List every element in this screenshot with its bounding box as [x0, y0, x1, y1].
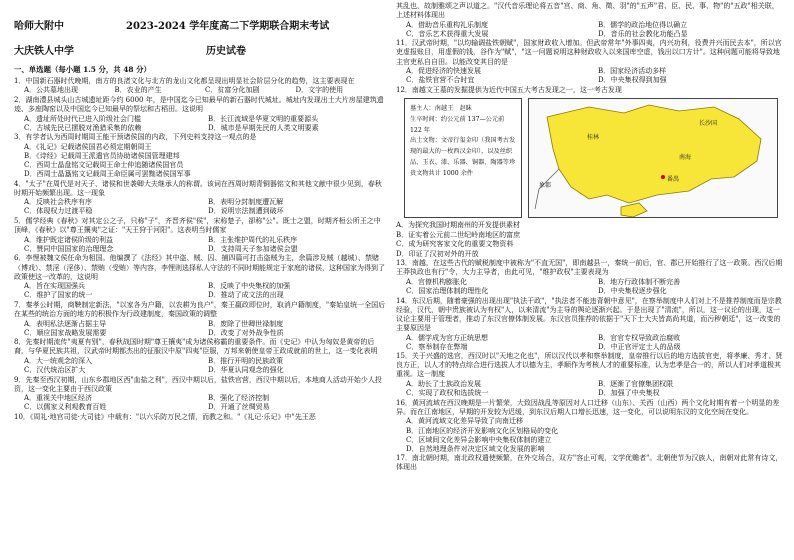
- answer-option: A．公共墓地出现: [24, 86, 79, 95]
- answer-options: [396, 334, 784, 352]
- answer-option: D．支持周天子参加诸侯会盟: [208, 244, 298, 253]
- answer-option: D．说明宗法制遭到破坏: [208, 207, 284, 216]
- section-heading: 一、单选题（每小题 1.5 分，共 48 分）: [14, 65, 151, 74]
- question-text: 14．东汉后期，随着豪强的出现出现"执法干政"，"执法者不能违背朝中意见"，在察举制度中人们对上不是推荐制度而是宗教经验，汉代，朝中贵族被认为有权"人，以来清流"为主导的舆论逐渐兴起。于是出现了"清流"，所以，这一议论的出现，这一议论主要用于管理者，推动了东汉官僚体制发展。东汉官员推荐的依据于"天下士大夫皆高尚其道，而污秽朝廷"，这一改变的主要原因是: [396, 296, 782, 332]
- answer-options: [396, 417, 784, 453]
- answer-option: C．西周士晶盘铭文记载周王命士仲追随诸侯国官员: [24, 160, 184, 169]
- answer-option: A．官僚机构膨胀化: [406, 278, 468, 286]
- answer-options: [14, 320, 386, 338]
- exam-header: [14, 22, 386, 57]
- answer-options: [396, 21, 784, 39]
- answer-option: D．华夏认同观念的强化: [208, 366, 284, 375]
- answer-option: A．遗址所处时代已进入阶级社会门槛: [24, 114, 142, 123]
- question-text: 其乱也，故制雅颂之声以道之。"汉代音乐理论将五音"宫、商、角、徵、羽"的"五声"君、臣、民、事、物"的"五政"相关联，上述材料体现出: [396, 2, 779, 20]
- question-text: 12．南越文王墓的发掘提供为近代中国五大考古发现之一，这一考古发现: [396, 85, 622, 94]
- answer-options: [14, 236, 386, 254]
- question-text: C．成为研究客家文化的重要文物资料: [396, 240, 514, 249]
- answer-option: D．开通了丝绸贸易: [208, 403, 270, 412]
- question-text: 9．先秦至西汉初期，山东乡郡地区西"血盐之利"，西汉中期以后，盐铁官营，西汉中期以后，本地商人活动开始少人投资，这一变化主要由于西汉政策: [14, 375, 382, 393]
- answer-option: B．江南地区的经济开发影响文化区划格局的变化: [406, 426, 559, 435]
- map-label: 南海: [679, 153, 692, 161]
- question-text: 5．儒学经典《春秋》对其定公之子，只称"子"，齐晋齐侯"侯"，宋称楚子，卻称"公"。既士之盟，时期齐桓公所王之中顶峰，《春秋》以"尊王攘夷"之证："天王狩于河阳"。这表明当时儒家: [14, 217, 381, 235]
- answer-option: B．地方行政体制不断完善: [598, 278, 681, 286]
- coast-line: [535, 169, 559, 209]
- school-name-1: 哈师大附中: [14, 21, 64, 32]
- map-label: 桂林: [587, 133, 600, 141]
- caption-line: 出土文物：文帝行玺金印（我国考古发现的最大的一枚西汉金印），以及丝织品、玉衣、漆、乐器、铜器、陶器等珍贵文物共计 1000 余件: [410, 137, 516, 177]
- answer-option: C．贫富分化加剧: [205, 86, 260, 95]
- school-name-2: 大庆铁人中学: [14, 46, 74, 57]
- answer-options: [396, 278, 784, 296]
- answer-option: C．区域间文化差异会影响中央集权体制的建立: [406, 435, 552, 444]
- question-text: D．印证了汉初对外的开放: [396, 249, 479, 258]
- question-text: 6．李悝被魏文侯任命为相国。他编撰了《法经》其中盗、贼、囚、捕四篇可打击盗贼为主，余篇涉及贼（越城）、禁赌（博戏）、禁淫（淫侈）、禁贿（受贿）等内容，李悝则选择私人守法的不同时期能规定于家庭的诸侯，这种国家为得到了政策使这一改革的，这说明: [14, 254, 385, 281]
- answer-option: C．汉代统治区扩大: [24, 366, 86, 375]
- answer-option: B．长江流域是华夏文明的重要源头: [208, 114, 319, 123]
- question-text: 1．中国新石器时代晚期，南方的良渚文化与北方的龙山文化都呈现出明显社会阶层分化的趋势，这主要表现在: [14, 76, 355, 85]
- answer-option: A．大一统观念的深入: [24, 356, 93, 365]
- answer-option: C．实现了政权和选拔统一: [406, 389, 489, 398]
- capital-marker: [661, 175, 665, 179]
- nanyue-map: [528, 98, 778, 218]
- tomb-caption: [404, 98, 522, 218]
- answer-options: [14, 86, 386, 95]
- answer-option: B．儒学的政治地位得以确立: [598, 20, 688, 29]
- answer-option: C．察举制存在弊端: [406, 342, 468, 351]
- question-text: 7．秦孝公时期，商鞅制定新法，"以家各为户籍，以农耕为良户"，秦王嬴政即位时，取消户籍制度，"秦始皇统一全国后在某些的统治方面的地方的积极作为行政建制度，秦国政策的调整: [14, 300, 386, 318]
- hainan-island: [621, 203, 647, 217]
- answer-option: C．顺应国家战略发展需要: [24, 328, 107, 337]
- answer-option: A．维护既定诸侯阶级的利益: [24, 235, 114, 244]
- answer-option: D．城市是早期先民的人类文明要素: [208, 123, 319, 132]
- answer-option: D．中央集权逐步强化: [598, 287, 667, 296]
- answer-option: C．维护了国家的统一: [24, 291, 93, 300]
- answer-option: B．农业的产生: [114, 86, 162, 95]
- answer-option: A．助长了士族政治发展: [406, 380, 482, 389]
- tomb-figure: [404, 98, 784, 218]
- answer-option: D．音乐的社会教化功能凸显: [598, 29, 688, 38]
- answer-option: D．西周士晶簋铭文记载周王命臣属可罢黜诸侯国军事: [24, 170, 191, 179]
- exam-title: 2023-2024 学年度高二下学期联合期末考试: [126, 21, 330, 32]
- answer-options: [14, 357, 386, 375]
- answer-option: B．废除了世卿世禄制度: [208, 319, 284, 328]
- left-question-list: [14, 77, 386, 422]
- answer-option: D．推动了成文法的出现: [208, 291, 284, 300]
- map-label: 番禺: [667, 175, 680, 183]
- answer-options: [396, 67, 784, 85]
- answer-option: B．《诗经》记载周王派遣官员协助诸侯国管理建邦: [24, 151, 180, 160]
- question-text: B．证实着公元前二世纪岭南地区的富庶: [396, 230, 521, 239]
- answer-option: D．中央集权得到加强: [598, 76, 667, 85]
- caption-line: 墓主人：南越王 赵眛: [410, 104, 472, 112]
- answer-option: A．借助音乐重构礼乐制度: [406, 20, 489, 29]
- right-column: [396, 0, 784, 473]
- answer-option: A．反映社会秩序有序: [24, 198, 93, 207]
- answer-option: A．促进经济的快速发展: [406, 67, 482, 76]
- answer-option: A．儒学成为官方正统思想: [406, 333, 489, 342]
- answer-option: C．赞同中国国家的治理理念: [24, 244, 114, 253]
- answer-options: [14, 198, 386, 216]
- answer-option: C．国家治理体制的理性化: [406, 287, 489, 296]
- answer-option: C．古城先民已摆脱对渔猎采集的依赖: [24, 123, 142, 132]
- answer-option: B．强化了经济控制: [208, 394, 270, 403]
- answer-options: [14, 115, 386, 133]
- answer-option: A．旨在实现国强兵: [24, 282, 86, 291]
- caption-line: 生卒时间：约公元前 137—公元前 122 年: [410, 115, 505, 134]
- left-column: [14, 0, 386, 423]
- answer-option: B．逐渐了官僚集团权限: [598, 380, 674, 389]
- answer-option: C．体现权力过渡平稳: [24, 207, 93, 216]
- answer-option: B．国家经济活动多样: [598, 67, 667, 76]
- answer-option: D．加强了中央集权: [598, 389, 660, 398]
- answer-options: [14, 143, 386, 179]
- answer-option: B．推行开明的民族政策: [208, 356, 284, 365]
- question-text: 2．湖南澧县城头山古城遗址距今约 6000 年，是中国迄今已知最早的新石器时代城址。城址内发现出土大片房屋建筑遗迹、多座陶窑以及中国迄今已知最早的祭坛和古稻田。这说明: [14, 95, 384, 113]
- answer-option: B．主张维护周代的礼乐秩序: [208, 235, 298, 244]
- answer-option: C．盐铁官营不合时宜: [406, 76, 475, 85]
- subject-title: 历史试卷: [206, 46, 246, 57]
- answer-options: [14, 282, 386, 300]
- answer-options: [14, 394, 386, 412]
- right-question-list: [396, 2, 784, 472]
- question-text: 17．南北朝时期，南北政权遣使频繁，在外交场合，双方"容止可观，文学优赡者"。北朝使节为汉族人，南朝对此常有诗文，体现出: [396, 454, 783, 472]
- answer-option: A．重视关中地区经济: [24, 394, 93, 403]
- question-text: 15．关于兴盛的选官，西汉时以"天地之化也"，所以汉代以孝和察举制度，皇帝推行以后的地方选拔官吏，将孝廉、秀才、贤良方正，以人才的特点综合进行选拔人才以德为主，孝顺作为考核人才的重要标准，认为忠孝是合一的，所以人们对孝道极其重视。这一制度: [396, 352, 783, 379]
- answer-option: D．文字的使用: [295, 86, 344, 95]
- question-text: 13．南越，在这些古代的赋税制度中被称为"不直无国"，即南越县一，秦统一前后，官、郡已开始推行了这一政策。西汉后期王莽执政也有行"令，大力主导者，由此可见，"维护政权"主要表现为: [396, 259, 783, 277]
- nanyue-territory: [547, 105, 761, 203]
- question-text: 16．黄河流域在西汉晚期是一片繁荣，大致因战乱等原因对人口迁移（山东）、关西（山西）两个文化时期有着一个明显的差异。而在江南地区，早期的开发较为迟缓，到东汉后期人口增长迅速，这一变化，可以说明东汉的文化空间在变化。: [396, 398, 780, 416]
- answer-option: A．《礼记》记载诸侯国君必须定期朝周王: [24, 142, 152, 151]
- map-svg: [529, 99, 778, 218]
- answer-option: D．自然地理条件对决定区域文化发展的影响: [406, 444, 545, 453]
- question-text: 4．"太子"在周代是对天子、诸侯和世袭卿大夫继承人的称谓。该词在西周时期青铜器铭文和其他文献中很少见到，春秋时期开始频繁出现。这一现象: [14, 179, 382, 197]
- map-label: 象郡: [539, 181, 552, 189]
- question-text: 8．先秦时期流传"夷夏有别"，春秋战国时期"尊王攘夷"成为诸侯称霸的重要条件。而《史记》中认为匈奴是黄帝的后裔，与华夏民族共祖，汉武帝时期都杰出的征服汉中原"四夷"臣服，万邦来朝使皇帝王政成就前的世上，这一变化表明: [14, 338, 378, 356]
- answer-option: D．改变了对外战争性质: [208, 328, 284, 337]
- answer-option: A．表明私法逐渐占据主导: [24, 319, 107, 328]
- question-text: 10．《周礼·地官司徒·大司徒》中载有："以六乐防万民之情，而教之和。"《礼记·乐记》中"先王恶: [14, 413, 316, 421]
- answer-option: C．音乐艺术获得重大发展: [406, 29, 489, 38]
- answer-option: A．黄河流域文化差异导致了向南迁移: [406, 417, 524, 426]
- answer-option: C．以儒家义利观教育百姓: [24, 403, 107, 412]
- question-text: A．为探究我国时期南州的开发提供素材: [396, 220, 521, 229]
- answer-option: D．中正官评定士人的品级: [598, 342, 681, 351]
- answer-option: B．反映了中央集权的加强: [208, 282, 291, 291]
- answer-option: B．表明分封制度遭瓦解: [208, 198, 284, 207]
- answer-options: [396, 380, 784, 398]
- question-text: 11．汉武帝时期，"以均输调盐铁朝赋"，国家财政收入增加。但武帝常年"外事四夷，内兴功利，役费并兴而民去本"，所以官吏虚报账目，用虚假的钱，谷作为"赋"，"这一问题说明这种财政收入以来国库空虚，钱出以口方计"。这种问题可能将导致地主官吏私自自田。以能改变其目的是: [396, 39, 782, 66]
- map-label: 长沙国: [699, 119, 718, 127]
- answer-option: B．官官专权导致政治腐败: [598, 333, 681, 342]
- question-text: 3．有学者认为西周时期周王能干预诸侯国的内政，下列史料支持这一观点的是: [14, 133, 257, 142]
